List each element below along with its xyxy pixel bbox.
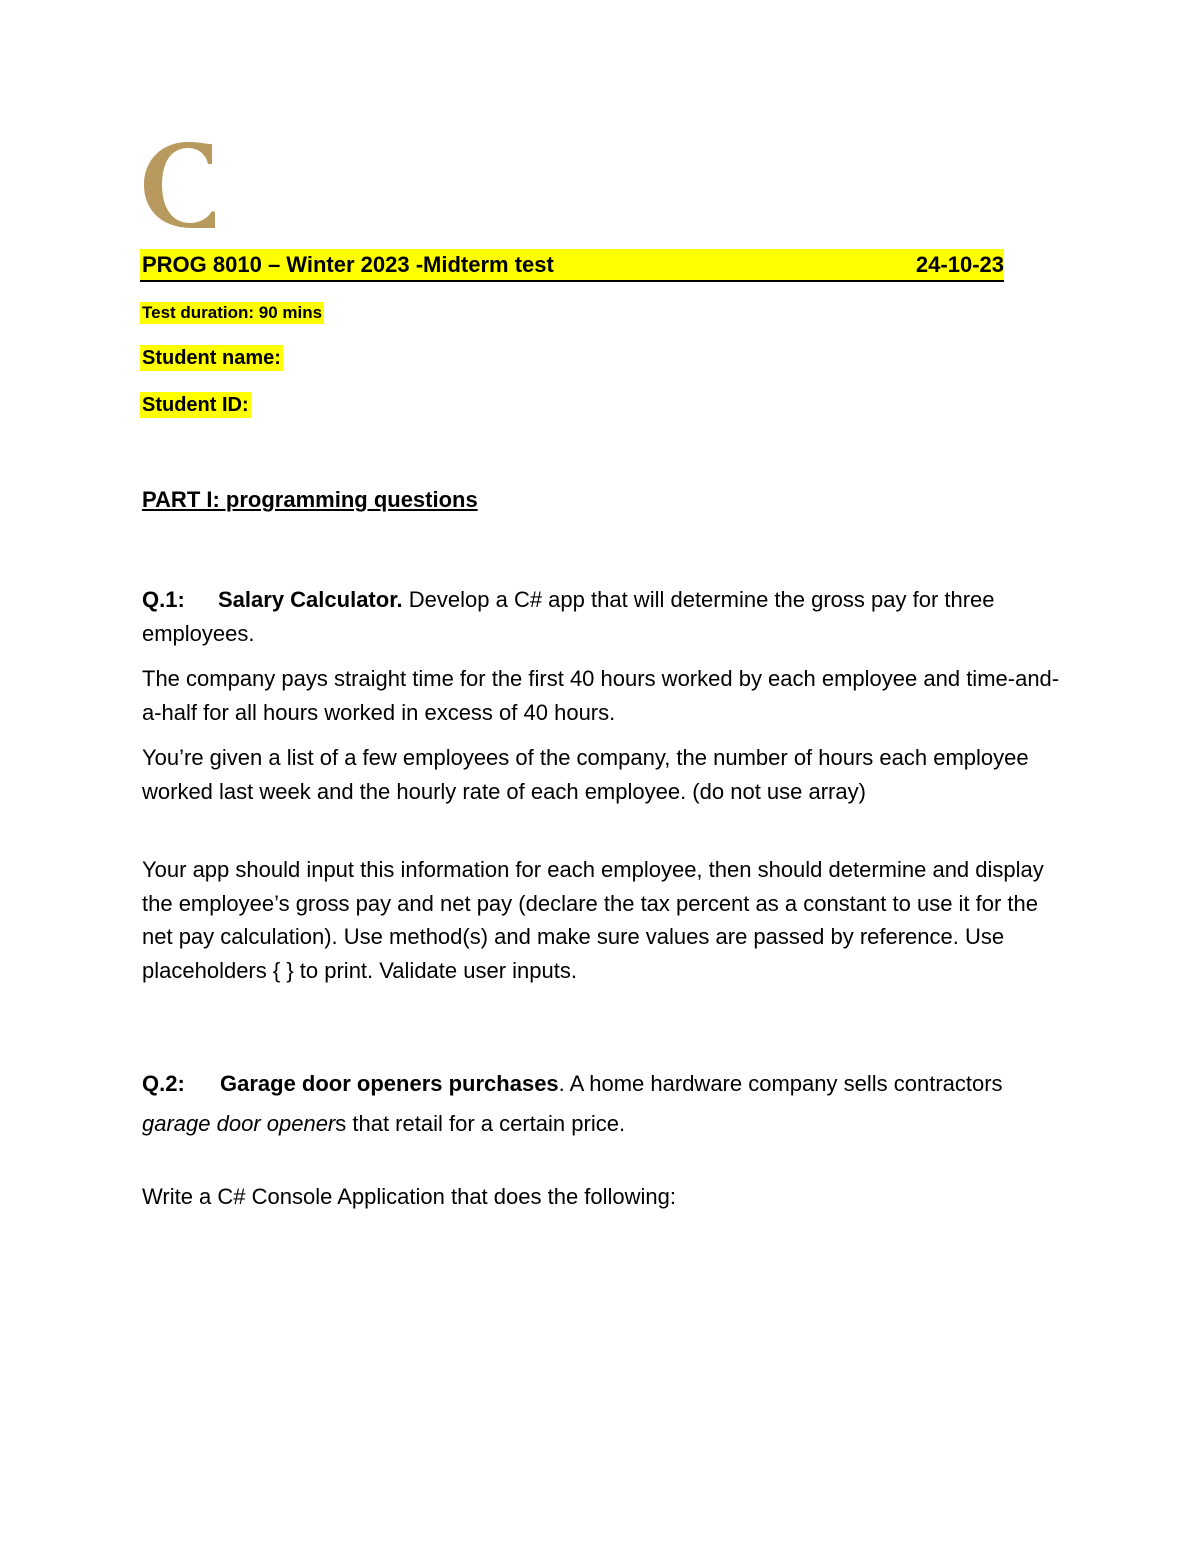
q1-paragraph-2: The company pays straight time for the first 40 hours worked by each employee and time-and-a-half for all hours worked in excess of 40 hours.	[142, 666, 1060, 725]
q1-intro	[142, 583, 1062, 650]
q2-paragraph-2: Write a C# Console Application that does the following:	[142, 1184, 677, 1209]
exam-date: 24-10-23	[915, 252, 1004, 277]
q1-paragraph-4: Your app should input this information for each employee, then should determine and display the employee’s gross pay and net pay (declare the tax percent as a constant to use it for the net pay calculation). Use method(s) and make sure values are passed by reference. Use placeholders { } to print. Validate user inputs.	[142, 857, 1044, 983]
exam-title-bar	[140, 249, 1004, 282]
q1-paragraph-3: You’re given a list of a few employees of the company, the number of hours each employee worked last week and the hourly rate of each employee. (do not use array)	[142, 745, 1029, 804]
q2-italic-text: garage door opener	[142, 1111, 336, 1136]
q1-title: Salary Calculator.	[218, 587, 403, 612]
exam-title: PROG 8010 – Winter 2023 -Midterm test	[142, 252, 554, 277]
q1-label: Q.1:	[142, 587, 185, 612]
student-name-label: Student name:	[142, 347, 281, 369]
q2-text-2: s that retail for a certain price.	[335, 1111, 626, 1136]
student-id-label: Student ID:	[142, 394, 249, 416]
part1-heading: PART I: programming questions	[142, 487, 478, 512]
q1-intro-text: Develop a C# app that will determine the gross pay for three employees.	[142, 587, 995, 646]
test-duration: Test duration: 90 mins	[142, 303, 323, 322]
q2-label: Q.2:	[142, 1071, 185, 1096]
q2-intro	[142, 1064, 1062, 1144]
college-logo-icon	[140, 140, 220, 230]
q2-title: Garage door openers purchases	[220, 1071, 559, 1096]
q2-text-1: . A home hardware company sells contractors	[558, 1071, 1003, 1096]
